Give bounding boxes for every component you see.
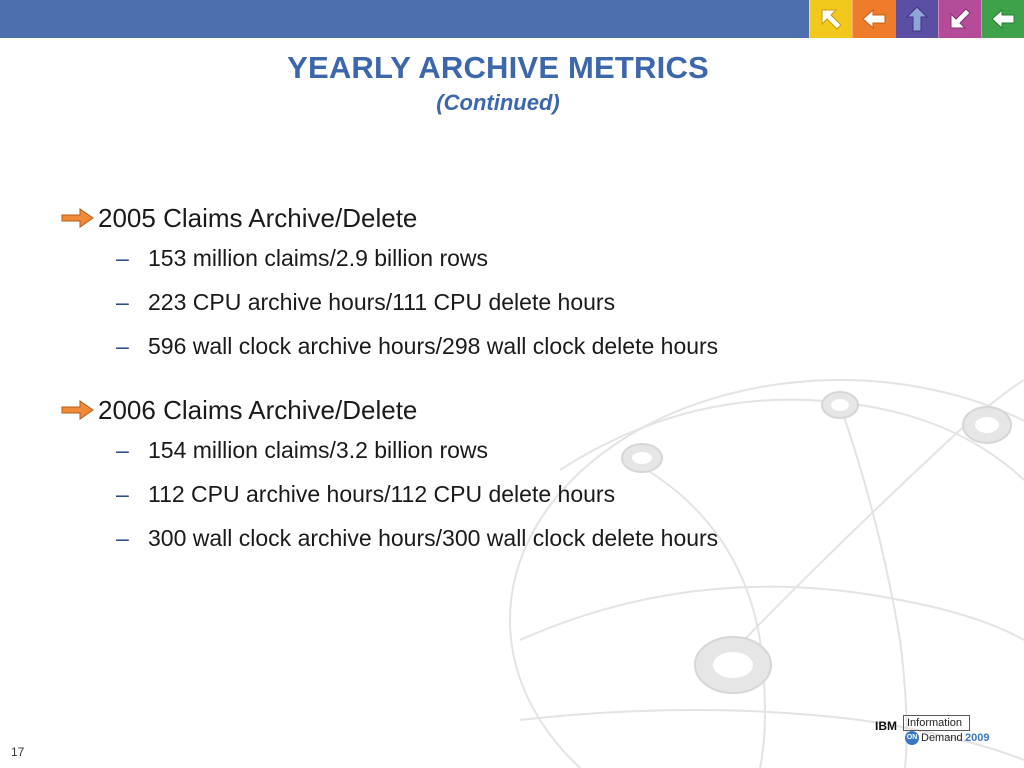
nav-up-button[interactable] — [895, 0, 938, 38]
list-item-text: 300 wall clock archive hours/300 wall clock delete hours — [148, 524, 719, 551]
section-heading: 2005 Claims Archive/Delete — [98, 202, 418, 233]
list-item-text: 154 million claims/3.2 billion rows — [148, 436, 489, 463]
list-item — [60, 236, 960, 280]
dash-bullet: – — [116, 332, 129, 359]
bullet-item — [60, 392, 960, 428]
dash-bullet: – — [116, 244, 129, 271]
logo-ibm-text: IBM — [875, 719, 897, 733]
list-item — [60, 472, 960, 516]
arrow-up-icon — [902, 4, 932, 34]
section-heading: 2006 Claims Archive/Delete — [98, 394, 418, 425]
slide-content — [60, 200, 960, 584]
section-2005 — [60, 200, 960, 368]
orange-arrow-icon — [60, 207, 96, 229]
arrow-down-left-icon — [945, 4, 975, 34]
sub-list — [60, 428, 960, 560]
list-item-text: 153 million claims/2.9 billion rows — [148, 244, 489, 271]
page-number: 17 — [11, 745, 25, 759]
nav-return-button[interactable] — [981, 0, 1024, 38]
ibm-information-on-demand-logo — [875, 713, 995, 745]
dash-bullet: – — [116, 436, 129, 463]
section-2006 — [60, 392, 960, 560]
list-item-text: 596 wall clock archive hours/298 wall clock delete hours — [148, 332, 719, 359]
nav-back-button[interactable] — [852, 0, 895, 38]
logo-demand-text: Demand — [921, 732, 963, 744]
logo-on-badge: ON — [905, 731, 919, 745]
nav-icons — [809, 0, 1024, 38]
dash-bullet: – — [116, 288, 129, 315]
nav-first-button[interactable] — [809, 0, 852, 38]
arrow-up-left-icon — [816, 4, 846, 34]
list-item — [60, 516, 960, 560]
sub-list — [60, 236, 960, 368]
dash-bullet: – — [116, 480, 129, 507]
nav-down-left-button[interactable] — [938, 0, 981, 38]
arrow-left-icon — [859, 4, 889, 34]
logo-information-text: Information — [903, 715, 970, 731]
logo-year-text: 2009 — [965, 732, 990, 744]
list-item — [60, 324, 960, 368]
list-item-text: 223 CPU archive hours/111 CPU delete hours — [148, 288, 616, 315]
slide-subtitle: (Continued) — [436, 90, 560, 115]
list-item — [60, 280, 960, 324]
slide-title: YEARLY ARCHIVE METRICS — [287, 50, 709, 85]
orange-arrow-icon — [60, 399, 96, 421]
list-item — [60, 428, 960, 472]
list-item-text: 112 CPU archive hours/112 CPU delete hours — [148, 480, 616, 507]
bullet-item — [60, 200, 960, 236]
dash-bullet: – — [116, 524, 129, 551]
arrow-left-icon — [988, 4, 1018, 34]
